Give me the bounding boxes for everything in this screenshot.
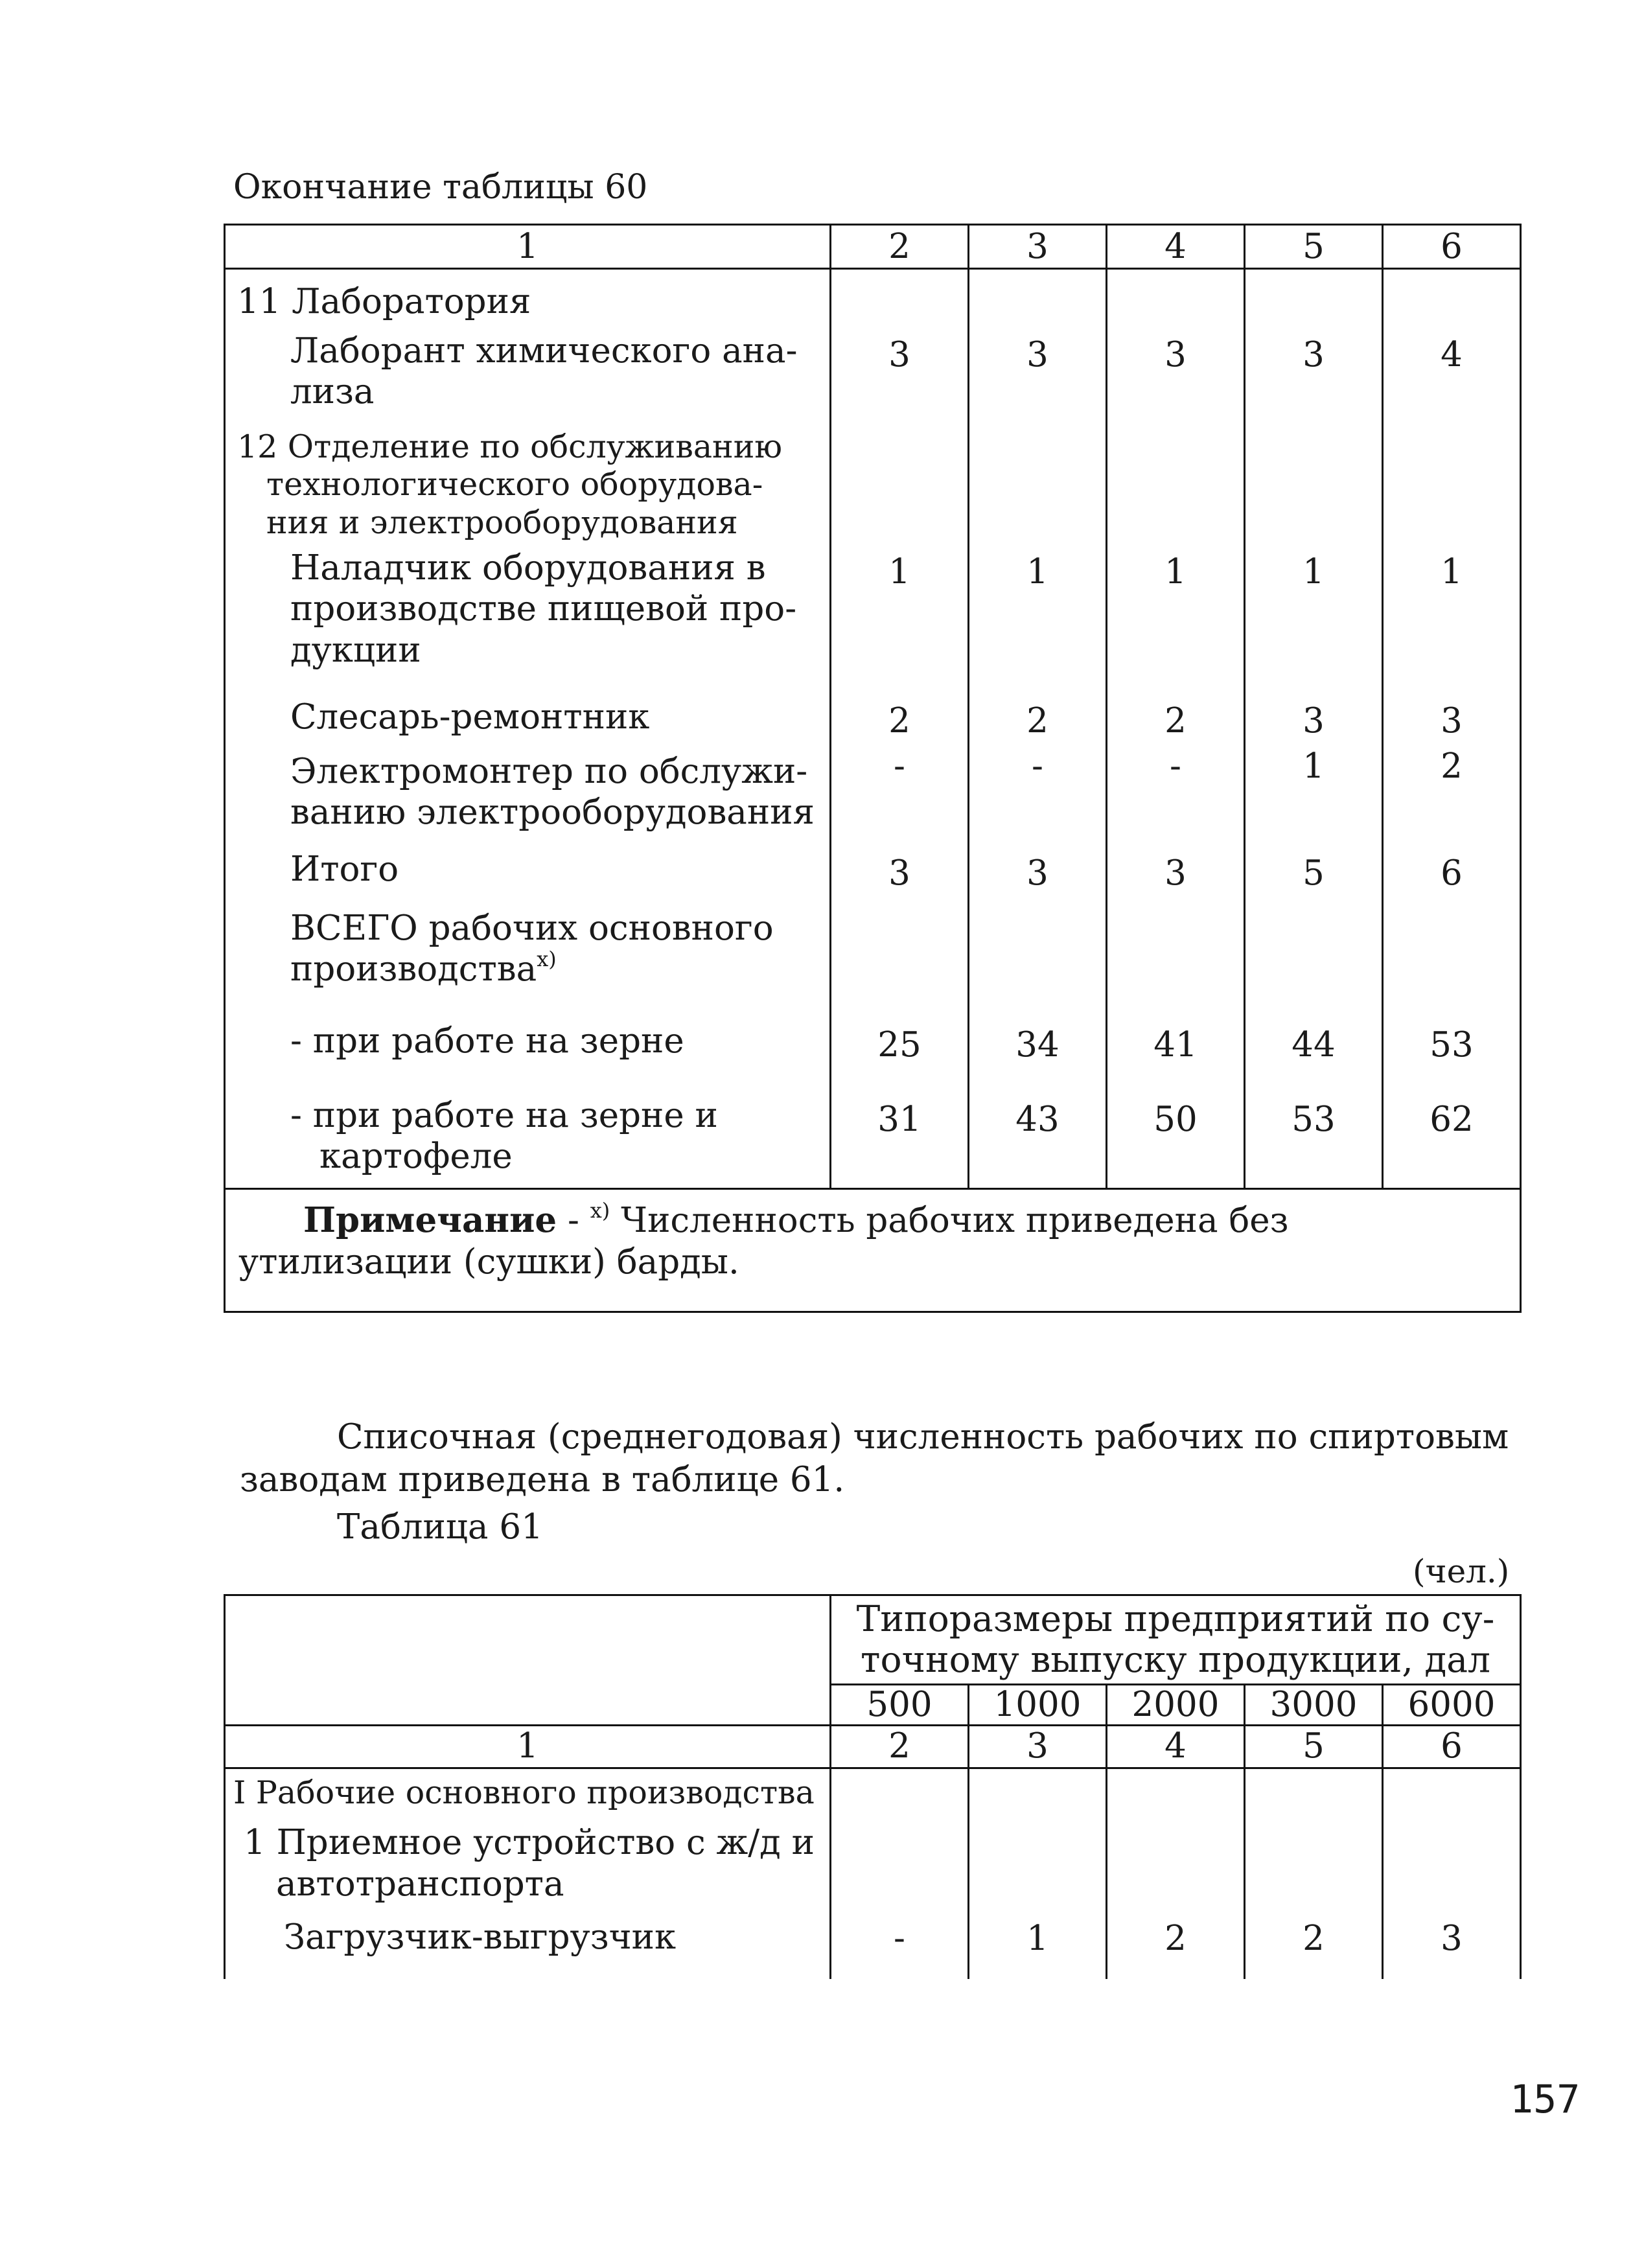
cell: 50 bbox=[1107, 1095, 1245, 1189]
row-label: Итого bbox=[225, 849, 831, 904]
table-61 bbox=[224, 1594, 1522, 1979]
header-cell: 1 bbox=[225, 1726, 831, 1768]
header-cell: 5 bbox=[1245, 1726, 1383, 1768]
cell: 3 bbox=[1107, 849, 1245, 904]
cell: 3 bbox=[831, 330, 969, 424]
cell: 1 bbox=[969, 1914, 1107, 1979]
table-60 bbox=[224, 224, 1522, 1313]
cell: 2 bbox=[1107, 1914, 1245, 1979]
note-dash: - bbox=[557, 1201, 590, 1240]
cell: 2 bbox=[831, 697, 969, 742]
table-row bbox=[225, 742, 1521, 849]
cell: 2 bbox=[1107, 697, 1245, 742]
size-cell: 1000 bbox=[969, 1684, 1107, 1726]
table-row bbox=[225, 904, 1521, 1021]
footnote-mark: х) bbox=[590, 1198, 610, 1223]
table60-header-row bbox=[225, 225, 1521, 269]
table-row bbox=[225, 1817, 1521, 1914]
footnote-mark: х) bbox=[537, 947, 557, 972]
table-row bbox=[225, 1021, 1521, 1095]
section-label: 11 Лаборатория bbox=[225, 269, 831, 330]
cell: 31 bbox=[831, 1095, 969, 1189]
cell: 43 bbox=[969, 1095, 1107, 1189]
row-label: Слесарь-ремонтник bbox=[225, 697, 831, 742]
cell: 3 bbox=[1245, 697, 1383, 742]
cell: 62 bbox=[1383, 1095, 1521, 1189]
table-row bbox=[225, 1768, 1521, 1817]
cell: 53 bbox=[1245, 1095, 1383, 1189]
cell: 41 bbox=[1107, 1021, 1245, 1095]
cell: - bbox=[831, 1914, 969, 1979]
table60-caption: Окончание таблицы 60 bbox=[233, 168, 648, 207]
cell: 3 bbox=[969, 330, 1107, 424]
table61-unit: (чел.) bbox=[1413, 1553, 1510, 1590]
cell: 1 bbox=[1107, 548, 1245, 697]
table61-group-header-row bbox=[225, 1595, 1521, 1685]
cell: 5 bbox=[1245, 849, 1383, 904]
header-cell: 4 bbox=[1107, 225, 1245, 269]
cell: 3 bbox=[969, 849, 1107, 904]
header-cell: 3 bbox=[969, 1726, 1107, 1768]
table61-caption: Таблица 61 bbox=[337, 1507, 543, 1547]
size-cell: 3000 bbox=[1245, 1684, 1383, 1726]
cell: 1 bbox=[831, 548, 969, 697]
header-cell: 3 bbox=[969, 225, 1107, 269]
table-row bbox=[225, 424, 1521, 548]
cell: 34 bbox=[969, 1021, 1107, 1095]
cell: 3 bbox=[1383, 1914, 1521, 1979]
section-label: 1 Приемное устройство с ж/д и автотранспорта bbox=[244, 1822, 815, 1904]
header-cell: 6 bbox=[1383, 225, 1521, 269]
cell: 4 bbox=[1383, 330, 1521, 424]
size-cell: 2000 bbox=[1107, 1684, 1245, 1726]
cell: 25 bbox=[831, 1021, 969, 1095]
cell: 1 bbox=[1245, 742, 1383, 849]
table60-note bbox=[225, 1189, 1521, 1312]
table61-header-row bbox=[225, 1726, 1521, 1768]
row-label-text: - при работе на зерне и картофеле bbox=[290, 1095, 718, 1177]
empty-header-cell bbox=[225, 1595, 831, 1726]
cell: 1 bbox=[969, 548, 1107, 697]
cell: 1 bbox=[1245, 548, 1383, 697]
cell: - bbox=[831, 742, 969, 849]
cell: 3 bbox=[1383, 697, 1521, 742]
group-header: Типоразмеры предприятий по су-точному выпуску продукции, дал bbox=[831, 1595, 1521, 1685]
table-row bbox=[225, 548, 1521, 697]
table-row bbox=[225, 1914, 1521, 1979]
table-row bbox=[225, 1095, 1521, 1189]
row-label: Лаборант химического ана-лиза bbox=[225, 330, 831, 424]
table-row bbox=[225, 697, 1521, 742]
row-label: - при работе на зерне bbox=[225, 1021, 831, 1095]
row-label bbox=[225, 904, 831, 1021]
cell: 3 bbox=[1245, 330, 1383, 424]
row-label-text: ВСЕГО рабочих основного производства bbox=[290, 908, 774, 989]
header-cell: 4 bbox=[1107, 1726, 1245, 1768]
section-label: I Рабочие основного производства bbox=[225, 1768, 831, 1817]
table-row bbox=[225, 269, 1521, 330]
cell: - bbox=[1107, 742, 1245, 849]
header-cell: 2 bbox=[831, 225, 969, 269]
header-cell: 6 bbox=[1383, 1726, 1521, 1768]
cell: 2 bbox=[969, 697, 1107, 742]
page-number: 157 bbox=[1510, 2077, 1581, 2122]
cell: 2 bbox=[1245, 1914, 1383, 1979]
note-label: Примечание bbox=[303, 1200, 557, 1240]
cell: 2 bbox=[1383, 742, 1521, 849]
cell: 44 bbox=[1245, 1021, 1383, 1095]
size-cell: 6000 bbox=[1383, 1684, 1521, 1726]
table-row bbox=[225, 330, 1521, 424]
size-cell: 500 bbox=[831, 1684, 969, 1726]
row-label: Наладчик оборудования в производстве пищевой про-дукции bbox=[225, 548, 831, 697]
header-cell: 5 bbox=[1245, 225, 1383, 269]
table-row bbox=[225, 849, 1521, 904]
cell: 6 bbox=[1383, 849, 1521, 904]
cell: 53 bbox=[1383, 1021, 1521, 1095]
cell: 3 bbox=[831, 849, 969, 904]
intro-paragraph: Списочная (среднегодовая) численность рабочих по спиртовым заводам приведена в таблице 61. bbox=[240, 1417, 1509, 1500]
header-cell: 1 bbox=[225, 225, 831, 269]
row-label: Электромонтер по обслужи-ванию электрооборудования bbox=[225, 742, 831, 849]
cell: 1 bbox=[1383, 548, 1521, 697]
row-label: Загрузчик-выгрузчик bbox=[225, 1914, 831, 1979]
note-text: Численность рабочих приведена без утилизации (сушки) барды. bbox=[238, 1201, 1289, 1282]
cell: - bbox=[969, 742, 1107, 849]
section-label: 12 Отделение по обслуживанию технологического оборудова-ния и электрооборудования bbox=[237, 428, 783, 542]
cell: 3 bbox=[1107, 330, 1245, 424]
row-label bbox=[225, 1095, 831, 1189]
note-row bbox=[225, 1189, 1521, 1312]
header-cell: 2 bbox=[831, 1726, 969, 1768]
